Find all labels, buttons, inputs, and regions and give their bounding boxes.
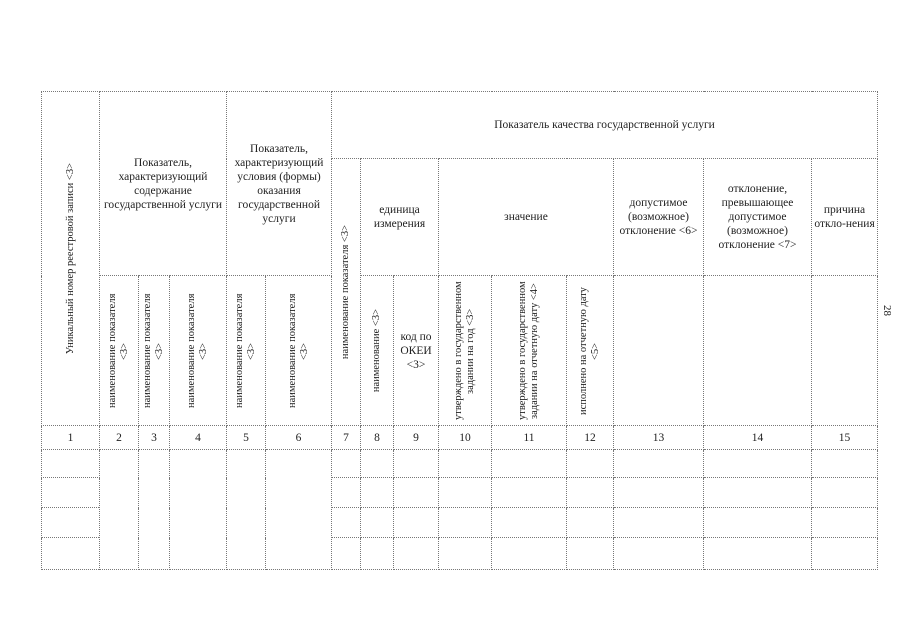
table-cell <box>170 450 227 570</box>
table-cell <box>812 478 878 508</box>
table-cell <box>567 450 614 478</box>
deviation-reason-header: причина откло-нения <box>812 159 878 276</box>
table-cell <box>139 450 170 570</box>
column-number: 5 <box>227 426 266 450</box>
table-cell <box>332 450 361 478</box>
registry-number-header: Уникальный номер реестровой записи <3> <box>42 92 100 426</box>
table-cell <box>704 478 812 508</box>
table-cell <box>614 508 704 538</box>
table-cell <box>567 478 614 508</box>
column-number: 15 <box>812 426 878 450</box>
exceeding-deviation-blank <box>704 276 812 426</box>
allowed-deviation-blank <box>614 276 704 426</box>
content-indicator-name-2: наименование показателя <3> <box>139 276 170 426</box>
table-cell <box>492 450 567 478</box>
table-cell <box>439 538 492 570</box>
table-cell <box>394 478 439 508</box>
approved-date-header: утверждено в государственном задании на отчетную дату <4> <box>492 276 567 426</box>
table-cell <box>361 450 394 478</box>
content-indicator-header: Показатель, характеризующий содержание государственной услуги <box>100 92 227 276</box>
okei-code-header: код по ОКЕИ <3> <box>394 276 439 426</box>
column-number: 8 <box>361 426 394 450</box>
table-cell <box>439 478 492 508</box>
column-number: 2 <box>100 426 139 450</box>
content-indicator-name-3: наименование показателя <3> <box>170 276 227 426</box>
table-cell <box>614 450 704 478</box>
table-cell <box>492 538 567 570</box>
table-cell <box>332 538 361 570</box>
unit-header: единица измерения <box>361 159 439 276</box>
table-cell <box>704 538 812 570</box>
conditions-indicator-name-1: наименование показателя <3> <box>227 276 266 426</box>
approved-year-header: утверждено в государственном задании на год <3> <box>439 276 492 426</box>
content-indicator-name-1: наименование показателя <3> <box>100 276 139 426</box>
column-number: 3 <box>139 426 170 450</box>
conditions-indicator-header: Показатель, характеризующий условия (формы) оказания государственной услуги <box>227 92 332 276</box>
executed-date-header: исполнено на отчетную дату <5> <box>567 276 614 426</box>
allowed-deviation-header: допустимое (возможное) отклонение <6> <box>614 159 704 276</box>
table-cell <box>394 450 439 478</box>
table-cell <box>227 450 266 570</box>
table-cell <box>614 478 704 508</box>
conditions-indicator-name-2: наименование показателя <3> <box>266 276 332 426</box>
column-number: 7 <box>332 426 361 450</box>
value-header: значение <box>439 159 614 276</box>
table-cell <box>439 450 492 478</box>
table-cell <box>42 508 100 538</box>
column-number: 4 <box>170 426 227 450</box>
column-number: 9 <box>394 426 439 450</box>
table-cell <box>492 508 567 538</box>
table-cell <box>42 538 100 570</box>
table-cell <box>812 450 878 478</box>
page-number: 28 <box>881 305 893 316</box>
table-cell <box>266 450 332 570</box>
table-cell <box>361 508 394 538</box>
table-cell <box>100 450 139 570</box>
table-cell <box>439 508 492 538</box>
column-number: 12 <box>567 426 614 450</box>
table-cell <box>394 508 439 538</box>
table-cell <box>704 508 812 538</box>
table-cell <box>361 538 394 570</box>
table-cell <box>332 508 361 538</box>
deviation-reason-blank <box>812 276 878 426</box>
column-number: 11 <box>492 426 567 450</box>
unit-name-header: наименование <3> <box>361 276 394 426</box>
table-cell <box>567 508 614 538</box>
table-cell <box>42 450 100 478</box>
indicator-name-header: наименование показателя <3> <box>332 159 361 426</box>
table-cell <box>394 538 439 570</box>
exceeding-deviation-header: отклонение, превышающее допустимое (возможное) отклонение <7> <box>704 159 812 276</box>
table-cell <box>332 478 361 508</box>
table-cell <box>812 538 878 570</box>
column-number: 14 <box>704 426 812 450</box>
table-cell <box>42 478 100 508</box>
column-number: 1 <box>42 426 100 450</box>
table-cell <box>614 538 704 570</box>
table-cell <box>567 538 614 570</box>
table-cell <box>812 508 878 538</box>
table-cell <box>361 478 394 508</box>
column-number: 10 <box>439 426 492 450</box>
quality-indicator-header: Показатель качества государственной услуги <box>332 92 878 159</box>
quality-indicator-table <box>41 91 878 570</box>
table-cell <box>492 478 567 508</box>
column-number: 6 <box>266 426 332 450</box>
table-cell <box>704 450 812 478</box>
column-number: 13 <box>614 426 704 450</box>
